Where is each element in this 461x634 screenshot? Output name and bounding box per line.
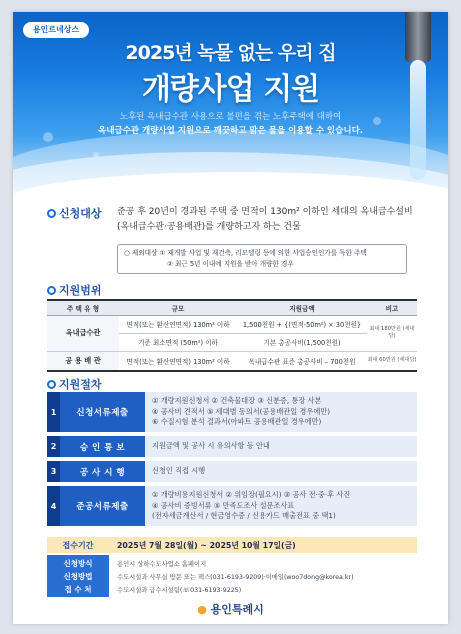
exclusion-box: ○ 제외대상 ① 재개발 사업 및 재건축, 리모델링 등에 의한 사업승인인가를 득한 주택 ② 최근 5년 이내에 지원을 받아 개량한 경우 xyxy=(117,244,407,274)
hero-subtitle: 노후된 옥내급수관 사용으로 불편을 겪는 노후주택에 대하여 xyxy=(119,112,342,122)
sun-icon: ● xyxy=(197,603,207,616)
column-header: 비고 xyxy=(367,300,417,315)
support-range-table xyxy=(47,299,417,372)
city-logo: 용인르네상스 xyxy=(23,22,89,38)
column-header: 주 택 유 형 xyxy=(47,300,119,315)
table-row: 기준 최소면적 (50m²) 이하 기본 총공사비(1,500천원) xyxy=(47,333,417,351)
table-row: 옥내급수관 면적(또는 환산연면적) 130m² 이하 1,500천원 + {(면적-50m²) × 30천원} 최대 180만원 (세대당) xyxy=(47,315,417,333)
procedure-step: 4 준공서류제출 ① 개량비용지원신청서 ② 위임장(필요시) ③ 공사 전·중·후 사진 ④ 공사비 증빙서류 ⑤ 만족도조사 설문조사표 (전자세금계산서 / 현금영수증 / 신용카드 매출전표 중 택1) xyxy=(47,486,417,526)
contact-office: 접 수 처 수도시설과 급수시설팀(☏031-6193-9225) xyxy=(64,584,242,594)
column-header: 규모 xyxy=(119,300,237,315)
section-title-target: 신청대상 xyxy=(47,205,102,221)
target-description: 준공 후 20년이 경과된 주택 중 면적이 130m² 이하인 세대의 옥내급수설비 (옥내급수관·공용배관)를 개량하고자 하는 건물 xyxy=(117,207,413,232)
hero-banner xyxy=(13,12,448,202)
circle-icon xyxy=(47,380,56,389)
circle-icon xyxy=(47,286,56,295)
table-row: 공 용 배 관 면적(또는 환산연면적) 130m² 이하 옥내급수관 표준 총공사비 – 700천원 최대 60만원 (세대당) xyxy=(47,351,417,371)
circle-icon xyxy=(47,209,56,218)
poster xyxy=(13,12,448,624)
procedure-step: 3 공 사 시 행 신청인 직접 시행 xyxy=(47,461,417,482)
procedure-step: 1 신청서류제출 ① 개량지원신청서 ② 건축물대장 ③ 신분증, 통장 사본 ④ 공사비 견적서 ⑤ 세대별 동의서(공용배관일 경우에만) ⑥ 수질시험 분석 결과서(아파트 공용배관일 경우에만) xyxy=(47,392,417,432)
house-type-cell: 옥내급수관 xyxy=(47,315,119,351)
main-title: 개량사업 지원 xyxy=(141,72,320,107)
procedure-step: 2 승 인 통 보 지원금액 및 공사 시 유의사항 등 안내 xyxy=(47,436,417,457)
city-logo-footer: ● 용인특례시 xyxy=(197,603,264,616)
application-period: 접수기간 2025년 7월 28일(월) ~ 2025년 10월 17일(금) xyxy=(47,537,417,553)
column-header: 지원금액 xyxy=(237,300,367,315)
application-method: 신청방식 용인시 상하수도사업소 홈페이지 xyxy=(63,558,207,568)
section-title-range: 지원범위 xyxy=(47,282,102,298)
application-way: 신청방법 수도시설과 사무실 방문 또는 팩스(031-6193-9209)·이메일(woo7dong@korea.kr) xyxy=(63,571,354,581)
section-title-procedure: 지원절차 xyxy=(47,376,102,392)
hero-subtitle-bold: 옥내급수관 개량사업 지원으로 깨끗하고 맑은 물을 이용할 수 있습니다. xyxy=(97,126,364,136)
year-title: 2025년 녹물 없는 우리 집 xyxy=(125,42,336,64)
